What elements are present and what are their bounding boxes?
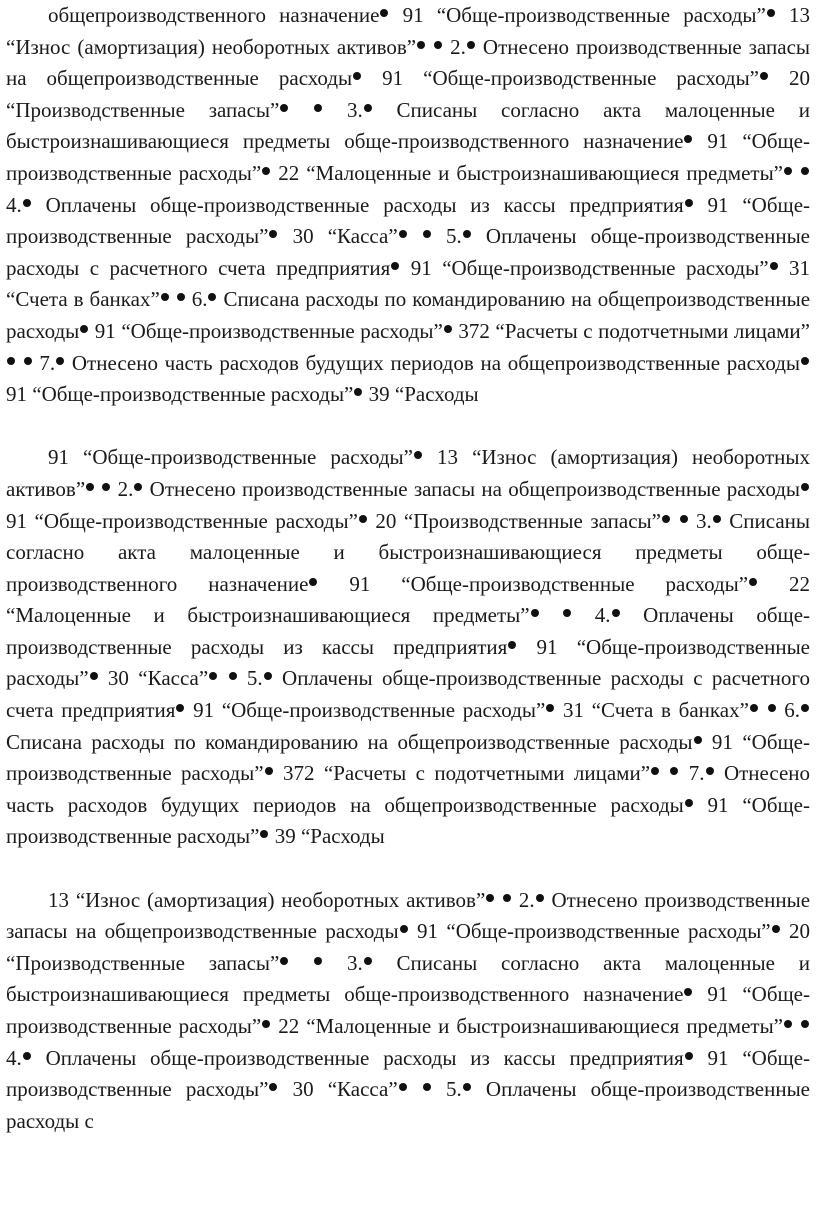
- paragraph-2: [6, 442, 810, 853]
- bullet-icon: [209, 672, 217, 680]
- text-run: [408, 224, 422, 248]
- bullet-icon: [364, 104, 372, 112]
- bullet-icon: [801, 357, 809, 365]
- bullet-icon: [801, 483, 809, 491]
- bullet-icon: [80, 325, 88, 333]
- bullet-icon: [90, 672, 98, 680]
- text-run: 6.: [185, 287, 208, 312]
- bullet-icon: [161, 293, 169, 301]
- bullet-icon: [434, 41, 442, 49]
- bullet-icon: [229, 672, 237, 680]
- bullet-icon: [400, 925, 408, 933]
- bullet-icon: [685, 799, 693, 807]
- text-run: Оплачены обще-производственные расходы с расчетного счета предприятия: [6, 224, 810, 280]
- text-run: Оплачены обще-производственные расходы из кассы предприятия: [31, 1045, 684, 1070]
- text-run: Отнесено часть расходов будущих периодов на общепроизводственные расходы: [6, 761, 811, 817]
- bullet-icon: [359, 515, 367, 523]
- text-run: Списаны согласно акта малоценные и быстроизнашивающиеся предметы обще-производственного назначение: [6, 950, 811, 1007]
- text-run: 91 “Обще-производственные расходы”: [185, 698, 546, 723]
- text-run: 4.: [572, 603, 611, 628]
- text-run: [218, 666, 227, 690]
- text-run: [671, 509, 679, 533]
- bullet-icon: [760, 72, 768, 80]
- text-run: 22 “Малоценные и быстроизнашивающиеся предметы”: [271, 160, 784, 185]
- bullet-icon: [269, 230, 277, 238]
- text-run: 13 “Износ (амортизация) необоротных активов”: [6, 3, 811, 59]
- text-run: [660, 761, 669, 785]
- bullet-icon: [134, 483, 142, 491]
- bullet-icon: [801, 704, 809, 712]
- text-run: [95, 477, 101, 501]
- text-run: [793, 1014, 800, 1038]
- bullet-icon: [651, 767, 659, 775]
- text-run: Отнесено производственные запасы на общепроизводственные расходы: [6, 887, 811, 944]
- text-run: 20 “Производственные запасы”: [6, 66, 811, 122]
- bullet-icon: [508, 641, 516, 649]
- bullet-icon: [503, 894, 511, 902]
- bullet-icon: [414, 451, 422, 459]
- bullet-icon: [264, 672, 272, 680]
- bullet-icon: [56, 357, 64, 365]
- text-run: 372 “Расчеты с подотчетными лицами”: [273, 761, 651, 786]
- bullet-icon: [784, 1020, 792, 1028]
- text-run: 91 “Обще-производственные расходы”: [389, 3, 766, 27]
- bullet-icon: [801, 167, 809, 175]
- bullet-icon: [749, 578, 757, 586]
- bullet-icon: [314, 104, 322, 112]
- text-run: Списана расходы по командированию на общепроизводственные расходы: [6, 729, 693, 754]
- bullet-icon: [546, 704, 554, 712]
- text-run: [170, 287, 176, 311]
- text-run: 4.: [6, 1045, 22, 1070]
- bullet-icon: [391, 262, 399, 270]
- text-run: 3.: [323, 950, 363, 975]
- text-run: 91 “Обще-производственные расходы”: [400, 255, 769, 280]
- bullet-icon: [177, 293, 185, 301]
- text-run: [540, 603, 563, 627]
- bullet-icon: [23, 1052, 31, 1060]
- text-run: Оплачены обще-производственные расходы из кассы предприятия: [6, 603, 811, 659]
- bullet-icon: [463, 230, 471, 238]
- text-run: [289, 98, 313, 122]
- text-run: 31 “Счета в банках”: [6, 255, 811, 312]
- bullet-icon: [444, 325, 452, 333]
- text-run: [759, 698, 767, 722]
- text-run: 39 “Расходы: [363, 382, 479, 407]
- text-run: Оплачены обще-производственные расходы с расчетного счета предприятия: [6, 666, 811, 723]
- bullet-icon: [768, 704, 776, 712]
- bullet-icon: [801, 1020, 809, 1028]
- bullet-icon: [260, 830, 268, 838]
- text-run: 5.: [237, 666, 263, 691]
- text-run: 91 “Обще-производственные расходы”: [6, 729, 810, 786]
- bullet-icon: [7, 357, 15, 365]
- bullet-icon: [309, 578, 317, 586]
- text-run: 13 “Износ (амортизация) необоротных активов”: [6, 445, 810, 501]
- bullet-icon: [531, 609, 539, 617]
- bullet-icon: [784, 167, 792, 175]
- bullet-icon: [685, 199, 693, 207]
- bullet-icon: [280, 957, 288, 965]
- bullet-icon: [353, 72, 361, 80]
- text-run: 2.: [443, 34, 466, 59]
- bullet-icon: [486, 894, 494, 902]
- bullet-icon: [684, 988, 692, 996]
- text-run: 7.: [32, 350, 56, 375]
- bullet-icon: [399, 230, 407, 238]
- bullet-icon: [423, 230, 431, 238]
- text-run: 91 “Обще-производственные расходы”: [48, 445, 413, 470]
- text-run: 91 “Обще-производственные расходы”: [6, 982, 810, 1038]
- bullet-icon: [706, 767, 714, 775]
- bullet-icon: [102, 483, 110, 491]
- bullet-icon: [463, 1083, 471, 1091]
- text-run: 91 “Обще-производственные расходы”: [6, 192, 811, 249]
- text-run: 91 “Обще-производственные расходы”: [6, 634, 810, 691]
- bullet-icon: [670, 767, 678, 775]
- text-run: 20 “Производственные запасы”: [367, 508, 661, 533]
- bullet-icon: [176, 704, 184, 712]
- bullet-icon: [380, 9, 388, 17]
- bullet-icon: [684, 135, 692, 143]
- text-run: Списаны согласно акта малоценные и быстроизнашивающиеся предметы обще-производственного назначение: [6, 97, 811, 154]
- text-run: Списаны согласно акта малоценные и быстроизнашивающиеся предметы обще-производственного назначение: [6, 508, 811, 596]
- text-run: 30 “Касса”: [98, 666, 209, 691]
- text-run: Оплачены обще-производственные расходы из кассы предприятия: [31, 192, 684, 217]
- text-run: 91 “Обще-производственные расходы”: [6, 129, 810, 185]
- bullet-icon: [86, 483, 94, 491]
- bullet-icon: [563, 609, 571, 617]
- document-page: [6, 0, 810, 1137]
- bullet-icon: [24, 357, 32, 365]
- text-run: 91 “Обще-производственные расходы”: [6, 792, 810, 849]
- bullet-icon: [265, 767, 273, 775]
- text-run: 22 “Малоценные и быстроизнашивающиеся предметы”: [271, 1014, 784, 1038]
- paragraph-3: [6, 885, 810, 1138]
- text-run: 6.: [776, 698, 801, 723]
- text-run: 20 “Производственные запасы”: [6, 919, 811, 975]
- text-run: [16, 351, 23, 375]
- text-run: Отнесено часть расходов будущих периодов на общепроизводственные расходы: [65, 350, 801, 375]
- text-run: Отнесено производственные запасы на общепроизводственные расходы: [143, 476, 801, 501]
- bullet-icon: [23, 199, 31, 207]
- bullet-icon: [417, 41, 425, 49]
- bullet-icon: [694, 736, 702, 744]
- text-run: [793, 161, 800, 185]
- bullet-icon: [750, 704, 758, 712]
- text-run: 91 “Обще-производственные расходы”: [89, 318, 443, 343]
- bullet-icon: [399, 1083, 407, 1091]
- bullet-icon: [713, 515, 721, 523]
- text-run: 2.: [111, 476, 134, 501]
- text-run: 22 “Малоценные и быстроизнашивающиеся предметы”: [6, 571, 810, 628]
- bullet-icon: [364, 957, 372, 965]
- text-run: [495, 888, 502, 912]
- bullet-icon: [770, 262, 778, 270]
- text-run: 39 “Расходы: [269, 824, 385, 849]
- text-run: Списана расходы по командированию на общепроизводственные расходы: [6, 287, 811, 343]
- text-run: 3.: [323, 97, 363, 122]
- bullet-icon: [685, 1052, 693, 1060]
- bullet-icon: [280, 104, 288, 112]
- bullet-icon: [423, 1083, 431, 1091]
- bullet-icon: [262, 1020, 270, 1028]
- text-run: 91 “Обще-производственные расходы”: [318, 571, 749, 596]
- text-run: 91 “Обще-производственные расходы”: [6, 508, 358, 533]
- bullet-icon: [467, 41, 475, 49]
- text-run: общепроизводственного назначение: [48, 3, 380, 27]
- bullet-icon: [208, 293, 216, 301]
- text-run: [426, 35, 433, 59]
- text-run: 3.: [688, 508, 712, 533]
- text-run: Отнесено производственные запасы на общепроизводственные расходы: [6, 34, 811, 91]
- text-run: 91 “Обще-производственные расходы”: [362, 66, 760, 91]
- text-run: 91 “Обще-производственные расходы”: [6, 382, 354, 407]
- bullet-icon: [680, 515, 688, 523]
- text-run: 31 “Счета в банках”: [555, 698, 749, 723]
- text-run: 5.: [431, 1077, 462, 1102]
- bullet-icon: [269, 1083, 277, 1091]
- text-run: Оплачены обще-производственные расходы с: [6, 1077, 810, 1133]
- text-run: 4.: [6, 192, 22, 217]
- bullet-icon: [612, 609, 620, 617]
- bullet-icon: [772, 925, 780, 933]
- text-run: 2.: [512, 887, 535, 912]
- text-run: 5.: [431, 224, 462, 249]
- bullet-icon: [314, 957, 322, 965]
- bullet-icon: [536, 894, 544, 902]
- text-run: 13 “Износ (амортизация) необоротных активов”: [48, 887, 486, 912]
- bullet-icon: [262, 167, 270, 175]
- paragraph-1: [6, 0, 810, 411]
- text-run: 372 “Расчеты с подотчетными лицами”: [452, 318, 810, 343]
- text-run: 91 “Обще-производственные расходы”: [6, 1045, 811, 1102]
- text-run: 91 “Обще-производственные расходы”: [408, 919, 771, 944]
- text-run: [408, 1077, 422, 1101]
- text-run: 30 “Касса”: [278, 224, 398, 249]
- text-run: 30 “Касса”: [278, 1077, 398, 1102]
- text-run: 7.: [679, 761, 705, 786]
- bullet-icon: [662, 515, 670, 523]
- bullet-icon: [354, 388, 362, 396]
- bullet-icon: [767, 9, 775, 17]
- text-run: [289, 951, 313, 975]
